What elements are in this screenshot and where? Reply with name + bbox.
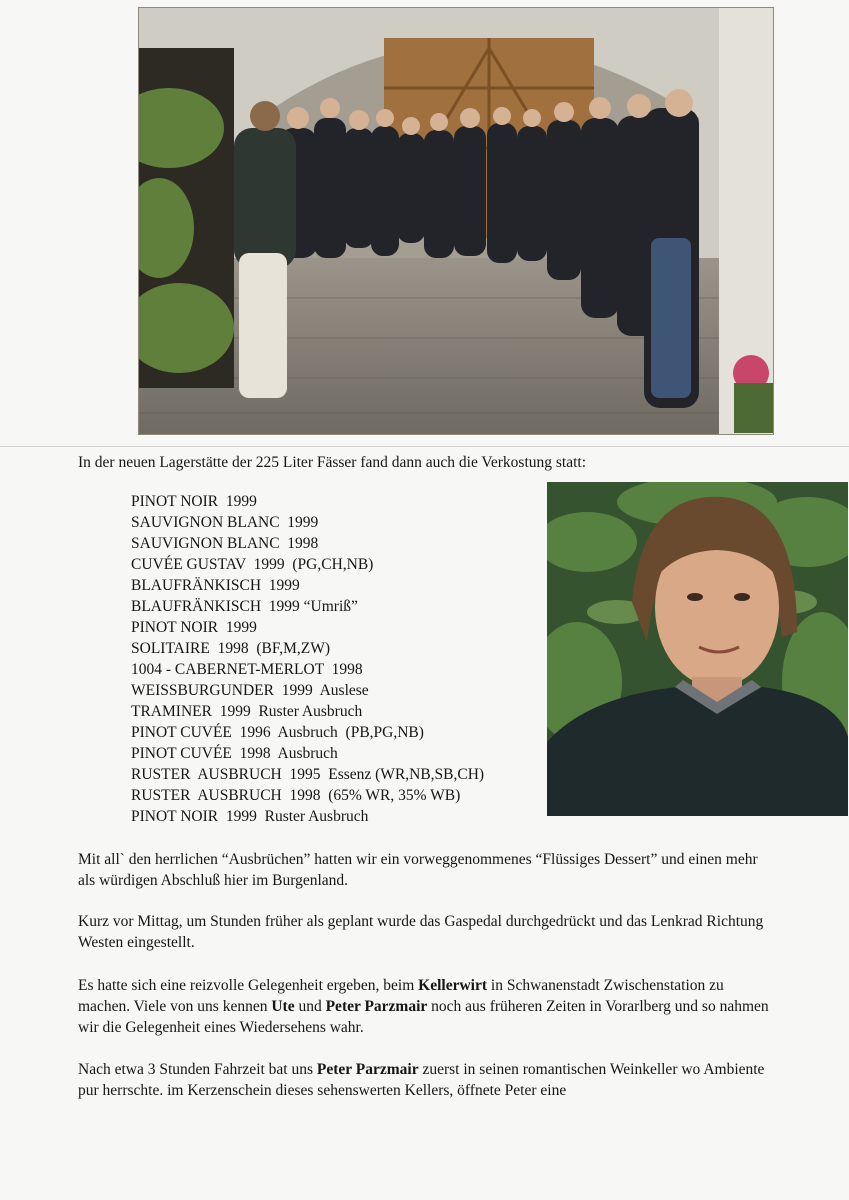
place-name: Kellerwirt (418, 977, 488, 994)
wine-item: CUVÉE GUSTAV 1999 (PG,CH,NB) (131, 556, 374, 573)
wine-item: SOLITAIRE 1998 (BF,M,ZW) (131, 640, 331, 657)
text-run: Nach etwa 3 Stunden Fahrzeit bat uns (78, 1061, 317, 1078)
text-run: und (294, 998, 326, 1015)
wine-item: TRAMINER 1999 Ruster Ausbruch (131, 703, 363, 720)
wine-item: PINOT NOIR 1999 (131, 493, 257, 510)
paragraph-kellerwirt (78, 975, 778, 1038)
wine-item: WEISSBURGUNDER 1999 Auslese (131, 682, 369, 699)
wine-list (131, 491, 541, 827)
wine-item: BLAUFRÄNKISCH 1999 “Umriß” (131, 598, 358, 615)
person-name: Ute (271, 998, 295, 1015)
person-name: Peter Parzmair (316, 1061, 419, 1078)
page-divider (0, 446, 849, 447)
person-name: Peter Parzmair (325, 998, 428, 1015)
wine-item: RUSTER AUSBRUCH 1995 Essenz (WR,NB,SB,CH) (131, 766, 485, 783)
text-run: noch aus früheren Zeiten in Vorarlberg und so nahmen wir die Gelegenheit eines Wiedersehens wahr. (78, 998, 769, 1036)
text-run: Es hatte sich eine reizvolle Gelegenheit ergeben, beim (78, 977, 419, 994)
portrait-photo (547, 482, 848, 816)
wine-item: PINOT CUVÉE 1996 Ausbruch (PB,PG,NB) (131, 724, 424, 741)
wine-item: PINOT NOIR 1999 Ruster Ausbruch (131, 808, 369, 825)
intro-line: In der neuen Lagerstätte der 225 Liter Fässer fand dann auch die Verkostung statt: (78, 454, 587, 471)
text-run: in Schwanenstadt Zwischenstation zu machen. Viele von uns kennen (78, 977, 724, 1015)
paragraph-weinkeller (78, 1059, 778, 1101)
wine-item: SAUVIGNON BLANC 1998 (131, 535, 319, 552)
wine-item: RUSTER AUSBRUCH 1998 (65% WR, 35% WB) (131, 787, 461, 804)
paragraph-ausbruch: Mit all` den herrlichen “Ausbrüchen” hatten wir ein vorweggenommenes “Flüssiges Dessert” und einen mehr als würdigen Abschluß hier im Burgenland. (78, 851, 758, 889)
text-run: zuerst in seinen romantischen Weinkeller wo Ambiente pur herrschte. im Kerzenschein dieses sehenswerten Kellers, öffnete Peter eine (78, 1061, 765, 1099)
group-photo (138, 7, 774, 435)
wine-item: 1004 - CABERNET-MERLOT 1998 (131, 661, 363, 678)
wine-item: BLAUFRÄNKISCH 1999 (131, 577, 300, 594)
wine-item: SAUVIGNON BLANC 1999 (131, 514, 319, 531)
wine-item: PINOT CUVÉE 1998 Ausbruch (131, 745, 338, 762)
wine-item: PINOT NOIR 1999 (131, 619, 257, 636)
paragraph-departure: Kurz vor Mittag, um Stunden früher als geplant wurde das Gaspedal durchgedrückt und das Lenkrad Richtung Westen eingestellt. (78, 913, 764, 951)
